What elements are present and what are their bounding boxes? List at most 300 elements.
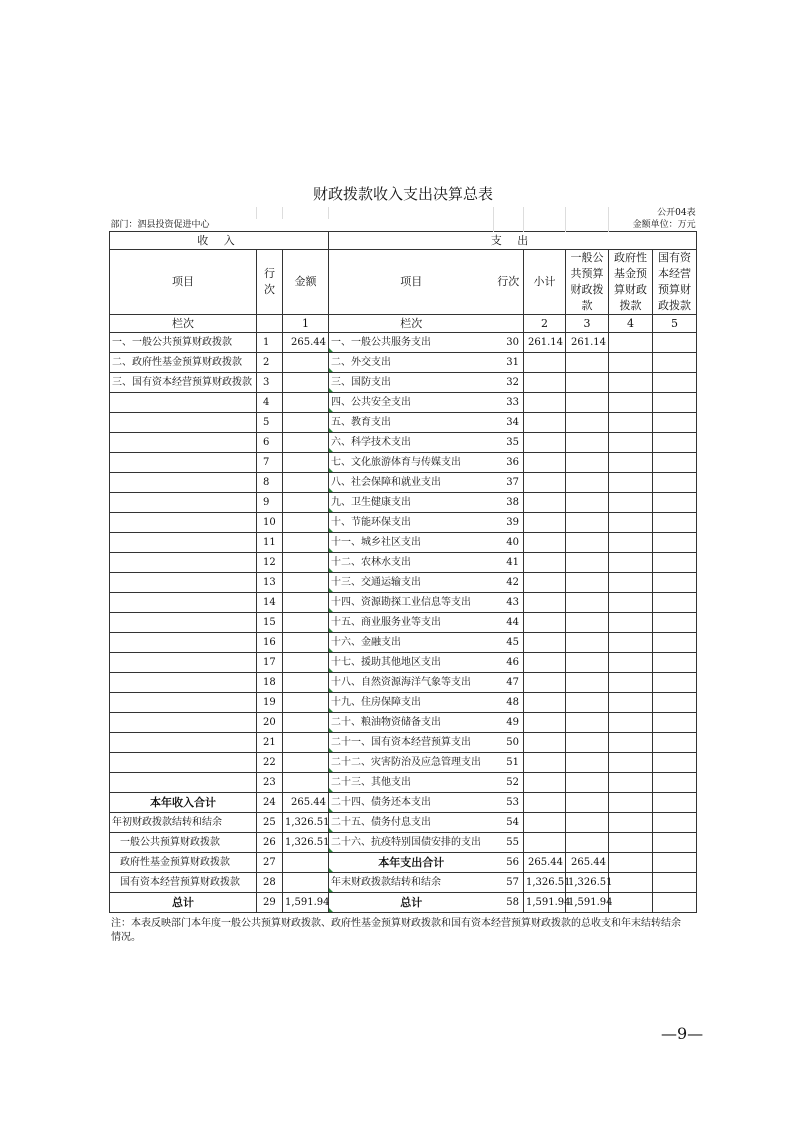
table-row [110, 573, 697, 593]
subtotal-cell [524, 413, 566, 433]
income-amount-cell [283, 453, 329, 473]
expense-item-cell: 二、外交支出 [329, 353, 494, 373]
state-capital-cell [653, 333, 697, 353]
state-capital-cell [653, 353, 697, 373]
income-amount-cell [283, 673, 329, 693]
expense-rowno-cell: 30 [494, 333, 524, 353]
income-rowno-cell: 21 [257, 733, 283, 753]
state-capital-cell [653, 553, 697, 573]
state-capital-cell [653, 693, 697, 713]
gov-fund-cell [609, 633, 653, 653]
income-amount-cell: 265.44 [283, 793, 329, 813]
expense-rowno-cell: 36 [494, 453, 524, 473]
table-row [110, 373, 697, 393]
general-budget-header: 一般公共预算财政拨款 [566, 250, 609, 315]
gov-fund-cell [609, 553, 653, 573]
state-capital-cell [653, 653, 697, 673]
income-rowno-cell: 8 [257, 473, 283, 493]
state-capital-cell [653, 753, 697, 773]
income-rowno-cell: 11 [257, 533, 283, 553]
expense-item-cell: 一、一般公共服务支出 [329, 333, 494, 353]
state-capital-cell [653, 433, 697, 453]
income-rowno-cell: 10 [257, 513, 283, 533]
general-budget-cell [566, 473, 609, 493]
state-capital-cell [653, 893, 697, 913]
income-amount-cell: 265.44 [283, 333, 329, 353]
subtotal-cell [524, 813, 566, 833]
income-item-header: 项目 [110, 250, 257, 315]
income-amount-cell [283, 433, 329, 453]
lanci-col3: 3 [566, 315, 609, 333]
general-budget-cell [566, 393, 609, 413]
income-amount-cell [283, 773, 329, 793]
income-rowno-cell: 23 [257, 773, 283, 793]
general-budget-cell: 265.44 [566, 853, 609, 873]
income-item-cell [110, 533, 257, 553]
income-amount-cell [283, 713, 329, 733]
table-row [110, 353, 697, 373]
income-rowno-cell: 27 [257, 853, 283, 873]
expense-rowno-cell: 58 [494, 893, 524, 913]
general-budget-cell: 1,326.51 [566, 873, 609, 893]
general-budget-cell [566, 513, 609, 533]
table-row [110, 753, 697, 773]
income-item-cell: 一般公共预算财政拨款 [110, 833, 257, 853]
general-budget-cell [566, 653, 609, 673]
gov-fund-cell [609, 493, 653, 513]
subtotal-cell: 265.44 [524, 853, 566, 873]
lanci-col1: 1 [283, 315, 329, 333]
general-budget-cell [566, 793, 609, 813]
lanci-expense-label: 栏次 [329, 315, 494, 333]
table-row [110, 813, 697, 833]
subtotal-cell [524, 733, 566, 753]
income-amount-cell: 1,326.51 [283, 813, 329, 833]
expense-item-cell: 八、社会保障和就业支出 [329, 473, 494, 493]
expense-rowno-cell: 44 [494, 613, 524, 633]
income-rowno-cell: 1 [257, 333, 283, 353]
expense-item-cell: 四、公共安全支出 [329, 393, 494, 413]
income-amount-cell [283, 593, 329, 613]
income-amount-cell [283, 373, 329, 393]
gov-fund-cell [609, 713, 653, 733]
gov-fund-cell [609, 673, 653, 693]
income-rowno-cell: 13 [257, 573, 283, 593]
subtotal-cell [524, 613, 566, 633]
expense-rowno-cell: 53 [494, 793, 524, 813]
income-item-cell [110, 593, 257, 613]
gov-fund-cell [609, 373, 653, 393]
income-rowno-cell: 12 [257, 553, 283, 573]
expense-item-cell: 十八、自然资源海洋气象等支出 [329, 673, 494, 693]
income-item-cell [110, 433, 257, 453]
income-item-cell [110, 673, 257, 693]
final-accounts-sheet [109, 181, 696, 945]
subtotal-cell [524, 773, 566, 793]
table-row [110, 453, 697, 473]
gov-fund-cell [609, 453, 653, 473]
form-code: 公开04表 [657, 208, 696, 218]
expense-item-cell: 十二、农林水支出 [329, 553, 494, 573]
expense-rowno-cell: 50 [494, 733, 524, 753]
expense-rowno-cell: 49 [494, 713, 524, 733]
income-rowno-cell: 18 [257, 673, 283, 693]
subtotal-cell [524, 393, 566, 413]
income-item-cell [110, 753, 257, 773]
income-amount-cell [283, 853, 329, 873]
gov-fund-cell [609, 833, 653, 853]
note-line-1: 注：本表反映部门本年度一般公共预算财政拨款、政府性基金预算财政拨款和国有资本经营预算财政拨款的总收支和年末结转结余 [111, 918, 681, 929]
state-capital-cell [653, 613, 697, 633]
table-note [109, 913, 696, 945]
gov-fund-cell [609, 393, 653, 413]
subtotal-cell [524, 493, 566, 513]
gov-fund-header: 政府性基金预算财政拨款 [609, 250, 653, 315]
income-amount-cell [283, 693, 329, 713]
income-amount-cell [283, 413, 329, 433]
general-budget-cell [566, 573, 609, 593]
income-amount-cell: 1,591.94 [283, 893, 329, 913]
expense-item-cell: 十一、城乡社区支出 [329, 533, 494, 553]
income-item-cell [110, 453, 257, 473]
subtotal-cell: 1,591.94 [524, 893, 566, 913]
general-budget-cell [566, 713, 609, 733]
expense-item-cell: 十、节能环保支出 [329, 513, 494, 533]
expense-item-cell: 二十四、债务还本支出 [329, 793, 494, 813]
state-capital-cell [653, 853, 697, 873]
subtotal-header: 小计 [524, 250, 566, 315]
subtotal-cell [524, 753, 566, 773]
table-title: 财政拨款收入支出决算总表 [313, 185, 494, 203]
income-item-cell [110, 513, 257, 533]
subtotal-cell [524, 833, 566, 853]
lanci-col5: 5 [653, 315, 697, 333]
expense-rowno-cell: 35 [494, 433, 524, 453]
income-amount-cell [283, 653, 329, 673]
income-rowno-cell: 4 [257, 393, 283, 413]
income-rowno-header: 行次 [257, 250, 283, 315]
general-budget-cell [566, 373, 609, 393]
subtotal-cell [524, 653, 566, 673]
income-item-cell [110, 653, 257, 673]
table-row [110, 873, 697, 893]
table-row [110, 393, 697, 413]
subtotal-cell [524, 513, 566, 533]
table-row [110, 553, 697, 573]
expense-item-cell: 年末财政拨款结转和结余 [329, 873, 494, 893]
general-budget-cell [566, 433, 609, 453]
lanci-col4: 4 [609, 315, 653, 333]
general-budget-cell [566, 693, 609, 713]
expense-rowno-cell: 55 [494, 833, 524, 853]
table-row [110, 793, 697, 813]
gov-fund-cell [609, 813, 653, 833]
expense-rowno-cell: 33 [494, 393, 524, 413]
state-capital-cell [653, 413, 697, 433]
table-row [110, 333, 697, 353]
subtotal-cell: 1,326.51 [524, 873, 566, 893]
expense-item-cell: 二十六、抗疫特别国债安排的支出 [329, 833, 494, 853]
gov-fund-cell [609, 433, 653, 453]
table-row [110, 593, 697, 613]
income-amount-cell [283, 753, 329, 773]
income-amount-cell [283, 393, 329, 413]
subtotal-cell [524, 673, 566, 693]
general-budget-cell [566, 773, 609, 793]
gov-fund-cell [609, 773, 653, 793]
income-rowno-cell: 5 [257, 413, 283, 433]
gov-fund-cell [609, 893, 653, 913]
income-item-cell [110, 573, 257, 593]
subtotal-cell [524, 373, 566, 393]
expense-item-header: 项目 [329, 250, 494, 315]
general-budget-cell [566, 733, 609, 753]
state-capital-cell [653, 793, 697, 813]
table-row [110, 713, 697, 733]
expense-rowno-cell: 43 [494, 593, 524, 613]
expense-item-cell: 十九、住房保障支出 [329, 693, 494, 713]
expense-item-cell: 十四、资源勘探工业信息等支出 [329, 593, 494, 613]
state-capital-cell [653, 773, 697, 793]
general-budget-cell [566, 493, 609, 513]
expense-rowno-cell: 52 [494, 773, 524, 793]
income-rowno-cell: 7 [257, 453, 283, 473]
income-amount-cell [283, 613, 329, 633]
state-capital-cell [653, 373, 697, 393]
state-capital-cell [653, 873, 697, 893]
subtotal-cell [524, 573, 566, 593]
table-row [110, 613, 697, 633]
general-budget-cell [566, 553, 609, 573]
state-capital-cell [653, 493, 697, 513]
state-capital-cell [653, 633, 697, 653]
general-budget-cell [566, 613, 609, 633]
expense-item-cell: 二十五、债务付息支出 [329, 813, 494, 833]
expense-item-cell: 十三、交通运输支出 [329, 573, 494, 593]
income-item-cell [110, 393, 257, 413]
expense-item-cell: 五、教育支出 [329, 413, 494, 433]
expense-item-cell: 总计 [329, 893, 494, 913]
subtotal-cell [524, 633, 566, 653]
subtotal-cell [524, 353, 566, 373]
income-rowno-cell: 15 [257, 613, 283, 633]
expense-item-cell: 三、国防支出 [329, 373, 494, 393]
income-rowno-cell: 3 [257, 373, 283, 393]
income-amount-cell [283, 553, 329, 573]
table-row [110, 893, 697, 913]
expense-item-cell: 二十一、国有资本经营预算支出 [329, 733, 494, 753]
income-item-cell: 政府性基金预算财政拨款 [110, 853, 257, 873]
income-rowno-cell: 17 [257, 653, 283, 673]
income-rowno-cell: 16 [257, 633, 283, 653]
income-rowno-cell: 2 [257, 353, 283, 373]
unit-label: 金额单位：万元 [632, 220, 696, 230]
income-item-cell: 国有资本经营预算财政拨款 [110, 873, 257, 893]
expense-rowno-cell: 38 [494, 493, 524, 513]
lanci-income-label: 栏次 [110, 315, 257, 333]
state-capital-cell [653, 833, 697, 853]
expense-item-cell: 本年支出合计 [329, 853, 494, 873]
lanci-col2: 2 [524, 315, 566, 333]
table-row [110, 653, 697, 673]
state-capital-cell [653, 453, 697, 473]
expense-item-cell: 六、科学技术支出 [329, 433, 494, 453]
general-budget-cell [566, 633, 609, 653]
expense-item-cell: 二十三、其他支出 [329, 773, 494, 793]
subtotal-cell: 261.14 [524, 333, 566, 353]
income-amount-cell [283, 733, 329, 753]
expense-item-cell: 二十二、灾害防治及应急管理支出 [329, 753, 494, 773]
general-budget-cell [566, 813, 609, 833]
subtotal-cell [524, 453, 566, 473]
income-amount-cell: 1,326.51 [283, 833, 329, 853]
page-number: —9— [661, 1024, 704, 1043]
gov-fund-cell [609, 693, 653, 713]
expense-rowno-cell: 32 [494, 373, 524, 393]
table-row [110, 413, 697, 433]
income-item-cell: 三、国有资本经营预算财政拨款 [110, 373, 257, 393]
table-row [110, 533, 697, 553]
expense-item-cell: 九、卫生健康支出 [329, 493, 494, 513]
income-item-cell [110, 493, 257, 513]
state-capital-cell [653, 513, 697, 533]
note-line-2: 情况。 [111, 932, 141, 943]
expense-item-cell: 十七、援助其他地区支出 [329, 653, 494, 673]
income-item-cell: 二、政府性基金预算财政拨款 [110, 353, 257, 373]
table-row [110, 433, 697, 453]
income-amount-cell [283, 533, 329, 553]
gov-fund-cell [609, 753, 653, 773]
income-item-cell [110, 733, 257, 753]
table-row [110, 833, 697, 853]
expense-rowno-cell: 56 [494, 853, 524, 873]
general-budget-cell [566, 833, 609, 853]
expense-item-cell: 十五、商业服务业等支出 [329, 613, 494, 633]
expense-rowno-cell: 41 [494, 553, 524, 573]
gov-fund-cell [609, 573, 653, 593]
gov-fund-cell [609, 533, 653, 553]
state-capital-cell [653, 673, 697, 693]
expense-rowno-cell: 48 [494, 693, 524, 713]
gov-fund-cell [609, 353, 653, 373]
expense-rowno-header: 行次 [494, 250, 524, 315]
gov-fund-cell [609, 593, 653, 613]
gov-fund-cell [609, 793, 653, 813]
gov-fund-cell [609, 413, 653, 433]
table-row [110, 673, 697, 693]
income-rowno-cell: 14 [257, 593, 283, 613]
subtotal-cell [524, 473, 566, 493]
table-row [110, 733, 697, 753]
state-capital-cell [653, 593, 697, 613]
expense-section-header: 支 出 [329, 232, 697, 250]
income-rowno-cell: 9 [257, 493, 283, 513]
general-budget-cell [566, 413, 609, 433]
expense-rowno-cell: 46 [494, 653, 524, 673]
state-capital-cell [653, 713, 697, 733]
general-budget-cell: 261.14 [566, 333, 609, 353]
table-row [110, 853, 697, 873]
gov-fund-cell [609, 473, 653, 493]
income-amount-cell [283, 513, 329, 533]
income-amount-cell [283, 473, 329, 493]
income-rowno-cell: 20 [257, 713, 283, 733]
income-item-cell [110, 633, 257, 653]
expense-item-cell: 七、文化旅游体育与传媒支出 [329, 453, 494, 473]
income-amount-cell [283, 573, 329, 593]
subtotal-cell [524, 693, 566, 713]
gov-fund-cell [609, 513, 653, 533]
income-rowno-cell: 28 [257, 873, 283, 893]
income-amount-cell [283, 873, 329, 893]
expense-rowno-cell: 45 [494, 633, 524, 653]
expense-rowno-cell: 40 [494, 533, 524, 553]
expense-rowno-cell: 47 [494, 673, 524, 693]
gov-fund-cell [609, 333, 653, 353]
income-rowno-cell: 6 [257, 433, 283, 453]
state-capital-header: 国有资本经营预算财政拨款 [653, 250, 697, 315]
expense-rowno-cell: 34 [494, 413, 524, 433]
general-budget-cell [566, 673, 609, 693]
state-capital-cell [653, 393, 697, 413]
table-row [110, 693, 697, 713]
income-amount-cell [283, 353, 329, 373]
subtotal-cell [524, 713, 566, 733]
department-label: 部门：泗县投资促进中心 [110, 220, 210, 230]
income-amount-cell [283, 493, 329, 513]
general-budget-cell: 1,591.94 [566, 893, 609, 913]
income-rowno-cell: 24 [257, 793, 283, 813]
income-item-cell: 一、一般公共预算财政拨款 [110, 333, 257, 353]
general-budget-cell [566, 353, 609, 373]
income-item-cell [110, 613, 257, 633]
expense-rowno-cell: 57 [494, 873, 524, 893]
income-rowno-cell: 29 [257, 893, 283, 913]
table-row [110, 473, 697, 493]
expense-rowno-cell: 42 [494, 573, 524, 593]
income-item-cell [110, 413, 257, 433]
subtotal-cell [524, 793, 566, 813]
income-rowno-cell: 25 [257, 813, 283, 833]
general-budget-cell [566, 593, 609, 613]
income-section-header: 收 入 [110, 232, 329, 250]
income-item-cell: 本年收入合计 [110, 793, 257, 813]
table-row [110, 773, 697, 793]
expense-rowno-cell: 37 [494, 473, 524, 493]
table-row [110, 513, 697, 533]
income-item-cell [110, 473, 257, 493]
income-item-cell [110, 693, 257, 713]
income-item-cell [110, 553, 257, 573]
state-capital-cell [653, 533, 697, 553]
fiscal-appropriation-table [109, 181, 697, 913]
income-item-cell [110, 773, 257, 793]
table-row [110, 633, 697, 653]
expense-item-cell: 十六、金融支出 [329, 633, 494, 653]
income-rowno-cell: 19 [257, 693, 283, 713]
expense-rowno-cell: 54 [494, 813, 524, 833]
subtotal-cell [524, 433, 566, 453]
state-capital-cell [653, 473, 697, 493]
income-amount-cell [283, 633, 329, 653]
gov-fund-cell [609, 613, 653, 633]
income-amount-header: 金额 [283, 250, 329, 315]
state-capital-cell [653, 813, 697, 833]
gov-fund-cell [609, 733, 653, 753]
expense-rowno-cell: 39 [494, 513, 524, 533]
gov-fund-cell [609, 873, 653, 893]
general-budget-cell [566, 453, 609, 473]
